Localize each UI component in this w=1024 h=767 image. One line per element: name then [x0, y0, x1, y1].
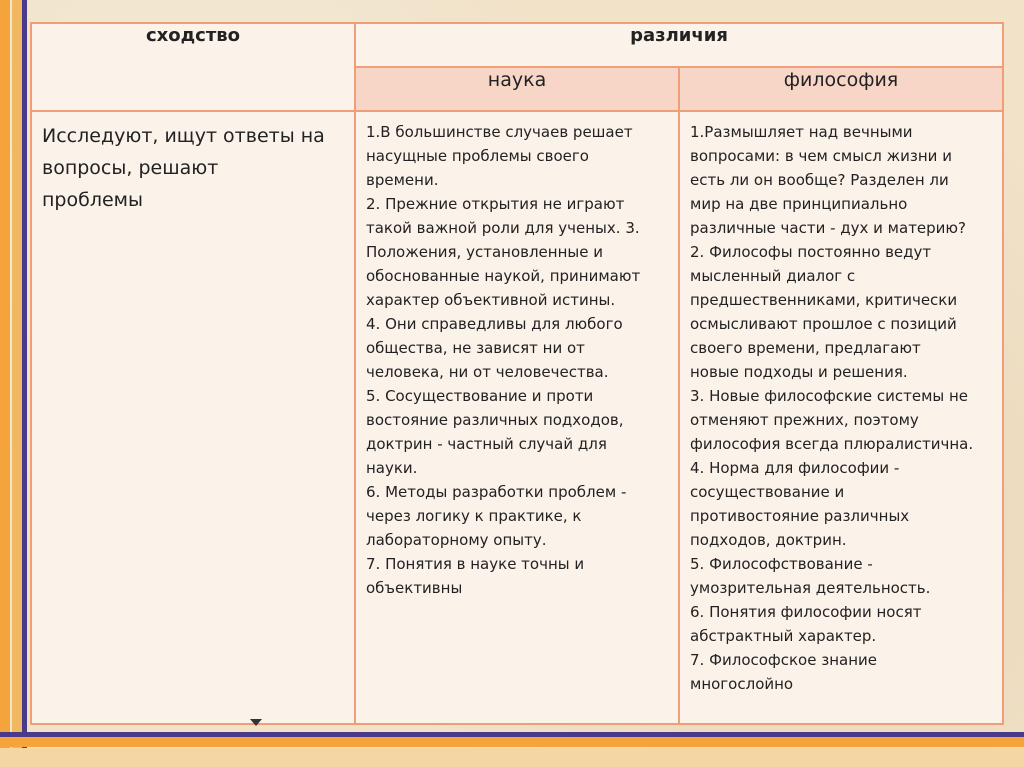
text-line: лабораторному опыту.	[366, 531, 547, 549]
text-line: противостояние различных	[690, 507, 910, 525]
text-line: подходов, доктрин.	[690, 531, 847, 549]
text-line: обоснованные наукой, принимают	[366, 267, 641, 285]
text-line: 1.В большинстве случаев решает	[366, 123, 633, 141]
text-line: проблемы	[42, 189, 143, 211]
text-line: 4. Норма для философии -	[690, 459, 900, 477]
science-text	[366, 120, 668, 600]
text-line: 6. Понятия философии носят	[690, 603, 922, 621]
text-line: востояние различных подходов,	[366, 411, 624, 429]
cell-science	[355, 111, 679, 724]
text-line: характер объективной истины.	[366, 291, 616, 309]
text-line: мысленный диалог с	[690, 267, 856, 285]
text-line: 4. Они справедливы для любого	[366, 315, 623, 333]
text-line: предшественниками, критически	[690, 291, 958, 309]
text-line: Исследуют, ищут ответы на	[42, 125, 325, 147]
subheader-philosophy: философия	[679, 67, 1003, 111]
text-line: через логику к практике, к	[366, 507, 582, 525]
text-line: объективны	[366, 579, 463, 597]
text-line: времени.	[366, 171, 439, 189]
text-line: вопросы, решают	[42, 157, 219, 179]
subheader-science: наука	[355, 67, 679, 111]
text-line: науки.	[366, 459, 418, 477]
decor-stripe-horizontal	[0, 748, 1024, 767]
decor-stripe-horizontal	[0, 737, 1024, 747]
table-body-row	[31, 111, 1003, 724]
text-line: доктрин - частный случай для	[366, 435, 607, 453]
similarity-text	[42, 120, 344, 216]
text-line: философия всегда плюралистична.	[690, 435, 974, 453]
cursor-marker-icon	[250, 719, 262, 726]
text-line: 2. Прежние открытия не играют	[366, 195, 625, 213]
text-line: человека, ни от человечества.	[366, 363, 609, 381]
text-line: 2. Философы постоянно ведут	[690, 243, 932, 261]
comparison-table	[30, 22, 1004, 725]
text-line: осмысливают прошлое с позиций	[690, 315, 957, 333]
text-line: своего времени, предлагают	[690, 339, 921, 357]
text-line: новые подходы и решения.	[690, 363, 908, 381]
text-line: общества, не зависят ни от	[366, 339, 585, 357]
text-line: 6. Методы разработки проблем -	[366, 483, 627, 501]
text-line: 5. Сосуществование и проти	[366, 387, 594, 405]
header-differences: различия	[355, 23, 1003, 67]
text-line: мир на две принципиально	[690, 195, 908, 213]
decor-stripe-vertical	[12, 0, 22, 767]
text-line: есть ли он вообще? Разделен ли	[690, 171, 949, 189]
decor-stripe-vertical	[22, 0, 27, 767]
text-line: насущные проблемы своего	[366, 147, 589, 165]
decor-stripe-vertical	[0, 0, 10, 767]
text-line: умозрительная деятельность.	[690, 579, 931, 597]
text-line: сосуществование и	[690, 483, 845, 501]
text-line: 7. Понятия в науке точны и	[366, 555, 585, 573]
text-line: многослойно	[690, 675, 794, 693]
text-line: абстрактный характер.	[690, 627, 877, 645]
header-similarity: сходство	[31, 23, 355, 111]
text-line: 3. Новые философские системы не	[690, 387, 969, 405]
cell-philosophy	[679, 111, 1003, 724]
text-line: 5. Философствование -	[690, 555, 873, 573]
text-line: Положения, установленные и	[366, 243, 603, 261]
philosophy-text	[690, 120, 992, 696]
text-line: различные части - дух и материю?	[690, 219, 967, 237]
text-line: такой важной роли для ученых. 3.	[366, 219, 640, 237]
cell-similarity	[31, 111, 355, 724]
text-line: вопросами: в чем смысл жизни и	[690, 147, 952, 165]
text-line: 7. Философское знание	[690, 651, 877, 669]
text-line: отменяют прежних, поэтому	[690, 411, 919, 429]
table-header-row	[31, 23, 1003, 67]
text-line: 1.Размышляет над вечными	[690, 123, 913, 141]
